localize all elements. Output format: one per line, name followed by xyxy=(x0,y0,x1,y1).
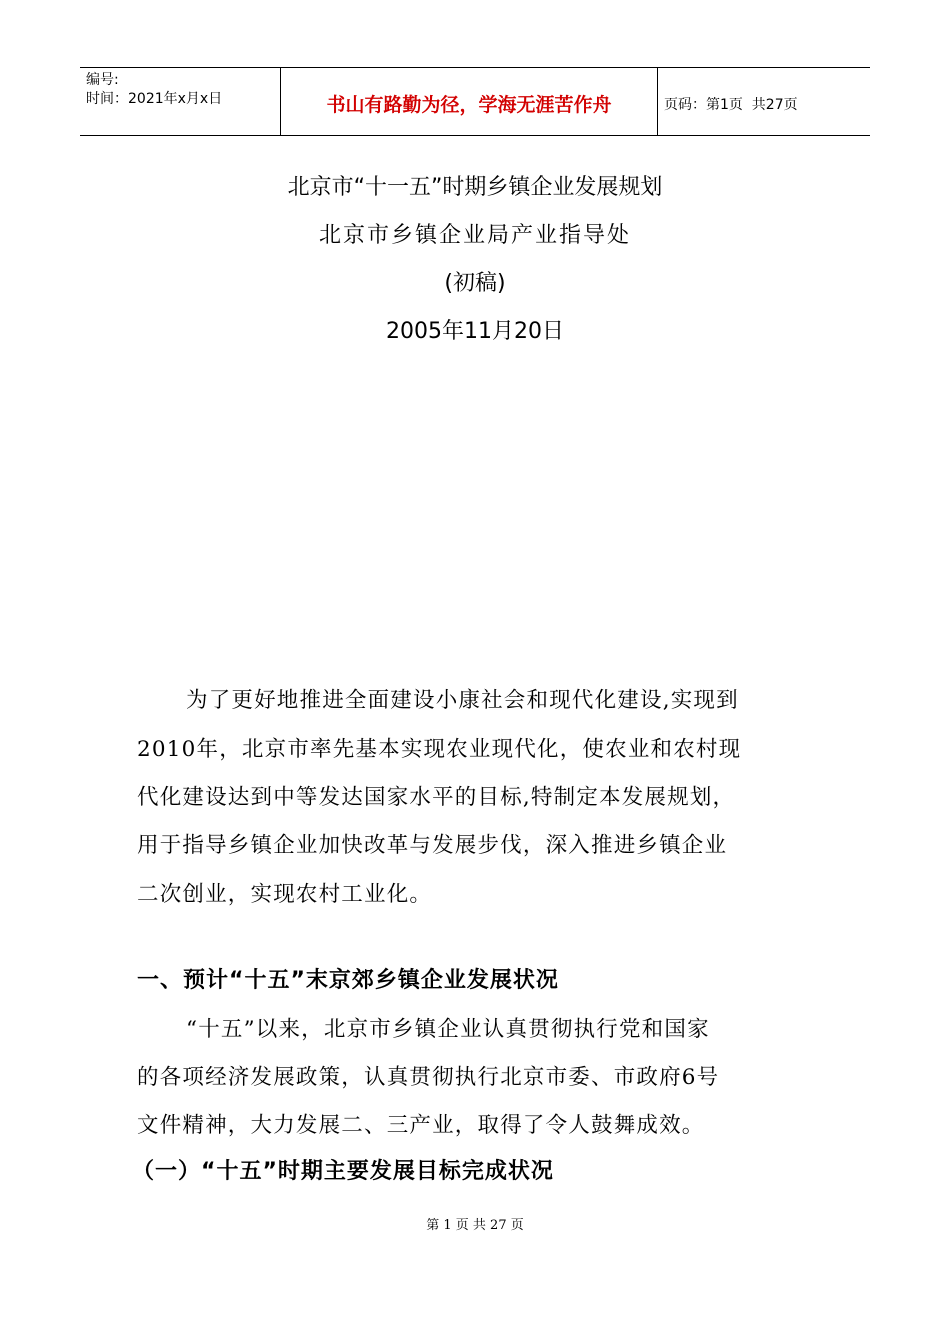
header-motto-cell xyxy=(281,68,658,135)
header-left-cell xyxy=(80,68,281,135)
document-title: 北京市“十一五”时期乡镇企业发展规划 xyxy=(287,175,663,200)
intro-line: 二次创业，实现农村工业化。 xyxy=(137,882,433,907)
document-status: (初稿) xyxy=(444,271,506,296)
page-info: 页码：第1页 共27页 xyxy=(664,96,798,113)
intro-line: 2010年，北京市率先基本实现农业现代化，使农业和农村现 xyxy=(137,737,742,762)
motto-text: 书山有路勤为径，学海无涯苦作舟 xyxy=(326,94,612,116)
intro-line: 为了更好地推进全面建设小康社会和现代化建设,实现到 xyxy=(186,688,739,713)
intro-line: 用于指导乡镇企业加快改革与发展步伐，深入推进乡镇企业 xyxy=(137,833,728,858)
header-page-cell xyxy=(658,68,870,135)
page-footer: 第 1 页 共 27 页 xyxy=(426,1218,524,1233)
section-line: “十五”以来，北京市乡镇企业认真贯彻执行党和国家 xyxy=(186,1017,710,1042)
intro-line: 代化建设达到中等发达国家水平的目标,特制定本发展规划， xyxy=(137,785,736,810)
section-line: 文件精神，大力发展二、三产业，取得了令人鼓舞成效。 xyxy=(137,1113,705,1138)
time-label: 时间：2021年x月x日 xyxy=(86,91,223,107)
document-organization: 北京市乡镇企业局产业指导处 xyxy=(318,223,631,248)
section-heading: 一、预计“十五”末京郊乡镇企业发展状况 xyxy=(137,968,559,993)
subsection-heading: （一）“十五”时期主要发展目标完成状况 xyxy=(132,1159,554,1184)
document-header xyxy=(80,67,870,136)
number-label: 编号: xyxy=(86,72,119,88)
section-line: 的各项经济发展政策，认真贯彻执行北京市委、市政府6号 xyxy=(137,1065,720,1090)
document-date: 2005年11月20日 xyxy=(386,319,564,344)
